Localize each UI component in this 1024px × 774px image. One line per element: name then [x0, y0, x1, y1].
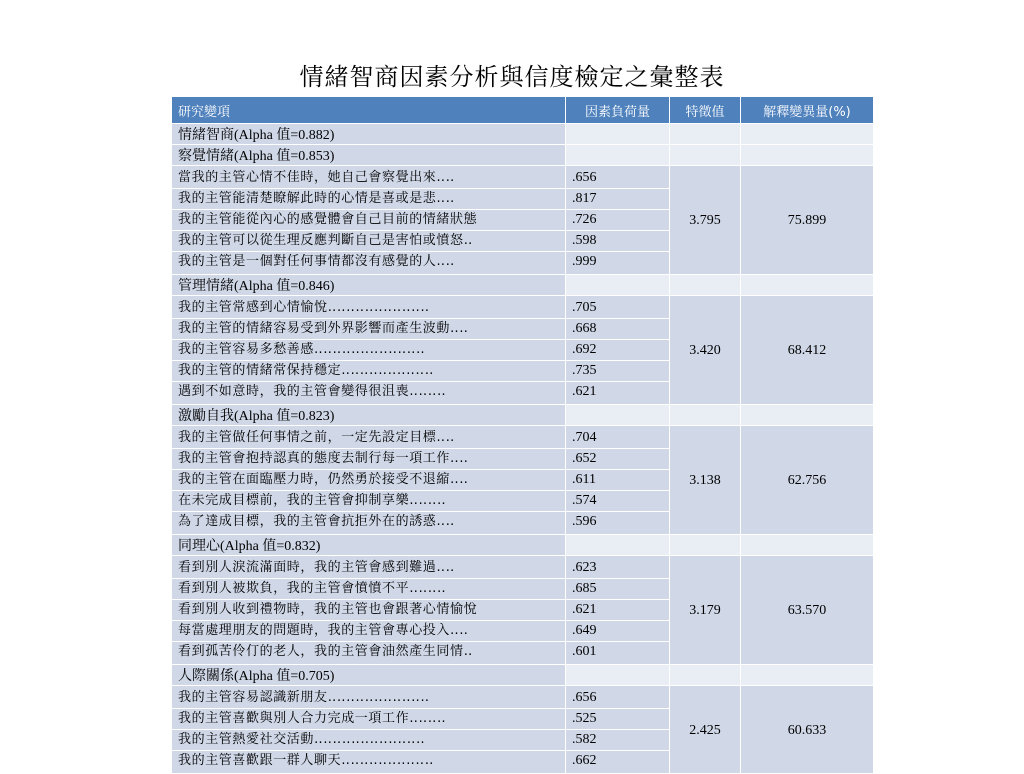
group-variance: 60.633 [741, 686, 874, 774]
group-eigenvalue: 3.420 [670, 296, 741, 405]
item-loading: .652 [566, 449, 670, 470]
item-text: 我的主管會抱持認真的態度去制行每一項工作‥‥ [178, 451, 469, 466]
blank-cell [566, 535, 670, 556]
item-loading: .692 [566, 340, 670, 361]
blank-cell [670, 405, 741, 426]
item-text-cell [172, 252, 566, 275]
item-text: 我的主管能從內心的感覺體會自己目前的情緒狀態 [178, 212, 478, 227]
group-eigenvalue: 3.138 [670, 426, 741, 535]
item-text-cell [172, 491, 566, 512]
item-loading: .596 [566, 512, 670, 535]
item-loading: .999 [566, 252, 670, 275]
group-row [172, 405, 874, 426]
item-row [172, 426, 874, 449]
item-text-cell [172, 319, 566, 340]
item-loading: .621 [566, 600, 670, 621]
item-row [172, 556, 874, 579]
item-text: 看到別人淚流滿面時，我的主管會感到難過‥‥ [178, 560, 455, 575]
group-row [172, 535, 874, 556]
item-loading: .704 [566, 426, 670, 449]
item-text-cell [172, 210, 566, 231]
item-text-cell [172, 231, 566, 252]
item-loading: .705 [566, 296, 670, 319]
blank-cell [741, 124, 874, 145]
item-text: 我的主管容易多愁善感‥‥‥‥‥‥‥‥‥‥‥‥ [178, 342, 426, 357]
overall-label: 情緒智商(Alpha 值=0.882) [172, 124, 566, 145]
blank-cell [741, 145, 874, 166]
item-text: 我的主管的情緒常保持穩定‥‥‥‥‥‥‥‥‥‥ [178, 363, 434, 378]
item-text: 我的主管是一個對任何事情都沒有感覺的人‥‥ [178, 254, 455, 269]
item-loading: .525 [566, 709, 670, 730]
blank-cell [566, 405, 670, 426]
blank-cell [741, 405, 874, 426]
item-text-cell [172, 382, 566, 405]
item-text-cell [172, 556, 566, 579]
item-row [172, 686, 874, 709]
item-text-cell [172, 340, 566, 361]
group-label: 察覺情緒(Alpha 值=0.853) [172, 145, 566, 166]
header-variance: 解釋變異量(%) [741, 97, 874, 124]
item-text-cell [172, 600, 566, 621]
item-text: 我的主管做任何事情之前，一定先設定目標‥‥ [178, 430, 455, 445]
group-row [172, 145, 874, 166]
item-text: 在未完成目標前，我的主管會抑制享樂‥‥‥‥ [178, 493, 447, 508]
overall-row [172, 124, 874, 145]
item-loading: .574 [566, 491, 670, 512]
item-loading: .582 [566, 730, 670, 751]
item-text-cell [172, 512, 566, 535]
item-text-cell [172, 709, 566, 730]
item-text-cell [172, 730, 566, 751]
group-variance: 75.899 [741, 166, 874, 275]
group-variance: 62.756 [741, 426, 874, 535]
item-text-cell [172, 361, 566, 382]
item-text: 我的主管熱愛社交活動‥‥‥‥‥‥‥‥‥‥‥‥ [178, 732, 426, 747]
item-text-cell [172, 621, 566, 642]
item-text: 我的主管能清楚瞭解此時的心情是喜或是悲‥‥ [178, 191, 455, 206]
group-label: 同理心(Alpha 值=0.832) [172, 535, 566, 556]
item-loading: .662 [566, 751, 670, 774]
blank-cell [670, 145, 741, 166]
item-text: 看到別人被欺負，我的主管會憤憤不平‥‥‥‥ [178, 581, 447, 596]
blank-cell [566, 275, 670, 296]
item-text-cell [172, 642, 566, 665]
blank-cell [670, 275, 741, 296]
item-text-cell [172, 189, 566, 210]
item-loading: .685 [566, 579, 670, 600]
item-loading: .668 [566, 319, 670, 340]
item-text: 遇到不如意時，我的主管會變得很沮喪‥‥‥‥ [178, 384, 447, 399]
item-text-cell [172, 166, 566, 189]
item-text-cell [172, 751, 566, 774]
group-eigenvalue: 3.795 [670, 166, 741, 275]
table-body [172, 124, 874, 774]
item-text: 看到孤苦伶仃的老人，我的主管會油然產生同情‥ [178, 644, 473, 659]
item-text-cell [172, 296, 566, 319]
item-text: 我的主管的情緒容易受到外界影響而產生波動‥‥ [178, 321, 469, 336]
group-eigenvalue: 3.179 [670, 556, 741, 665]
group-row [172, 275, 874, 296]
item-loading: .623 [566, 556, 670, 579]
item-text: 當我的主管心情不佳時，她自己會察覺出來‥‥ [178, 170, 455, 185]
header-row [172, 97, 874, 124]
item-text: 我的主管喜歡跟一群人聊天‥‥‥‥‥‥‥‥‥‥ [178, 753, 434, 768]
item-row [172, 296, 874, 319]
item-loading: .726 [566, 210, 670, 231]
item-loading: .621 [566, 382, 670, 405]
group-eigenvalue: 2.425 [670, 686, 741, 774]
item-text: 我的主管在面臨壓力時，仍然勇於接受不退縮‥‥ [178, 472, 469, 487]
group-label: 管理情緒(Alpha 值=0.846) [172, 275, 566, 296]
item-text: 我的主管容易認識新朋友‥‥‥‥‥‥‥‥‥‥‥ [178, 690, 430, 705]
item-text: 看到別人收到禮物時，我的主管也會跟著心情愉悅 [178, 602, 478, 617]
item-text-cell [172, 579, 566, 600]
item-text: 我的主管常感到心情愉悅‥‥‥‥‥‥‥‥‥‥‥ [178, 300, 430, 315]
item-loading: .817 [566, 189, 670, 210]
item-text-cell [172, 449, 566, 470]
item-loading: .611 [566, 470, 670, 491]
group-label: 人際關係(Alpha 值=0.705) [172, 665, 566, 686]
group-label: 激勵自我(Alpha 值=0.823) [172, 405, 566, 426]
item-text: 我的主管可以從生理反應判斷自己是害怕或憤怒‥ [178, 233, 473, 248]
blank-cell [566, 124, 670, 145]
blank-cell [566, 665, 670, 686]
item-text: 我的主管喜歡與別人合力完成一項工作‥‥‥‥ [178, 711, 447, 726]
blank-cell [741, 665, 874, 686]
blank-cell [670, 535, 741, 556]
blank-cell [741, 275, 874, 296]
blank-cell [566, 145, 670, 166]
item-text-cell [172, 686, 566, 709]
item-loading: .649 [566, 621, 670, 642]
item-loading: .656 [566, 686, 670, 709]
group-variance: 63.570 [741, 556, 874, 665]
item-text: 為了達成目標，我的主管會抗拒外在的誘惑‥‥ [178, 514, 455, 529]
page-title: 情緒智商因素分析與信度檢定之彙整表 [299, 63, 725, 91]
item-loading: .601 [566, 642, 670, 665]
item-loading: .598 [566, 231, 670, 252]
blank-cell [670, 665, 741, 686]
item-text-cell [172, 470, 566, 491]
header-item: 研究變項 [172, 97, 566, 124]
blank-cell [670, 124, 741, 145]
item-row [172, 166, 874, 189]
header-eigenvalue: 特徵值 [670, 97, 741, 124]
group-row [172, 665, 874, 686]
item-loading: .656 [566, 166, 670, 189]
item-text-cell [172, 426, 566, 449]
item-loading: .735 [566, 361, 670, 382]
blank-cell [741, 535, 874, 556]
summary-table [171, 96, 874, 774]
group-variance: 68.412 [741, 296, 874, 405]
header-loading: 因素負荷量 [566, 97, 670, 124]
item-text: 每當處理朋友的問題時，我的主管會專心投入‥‥ [178, 623, 469, 638]
